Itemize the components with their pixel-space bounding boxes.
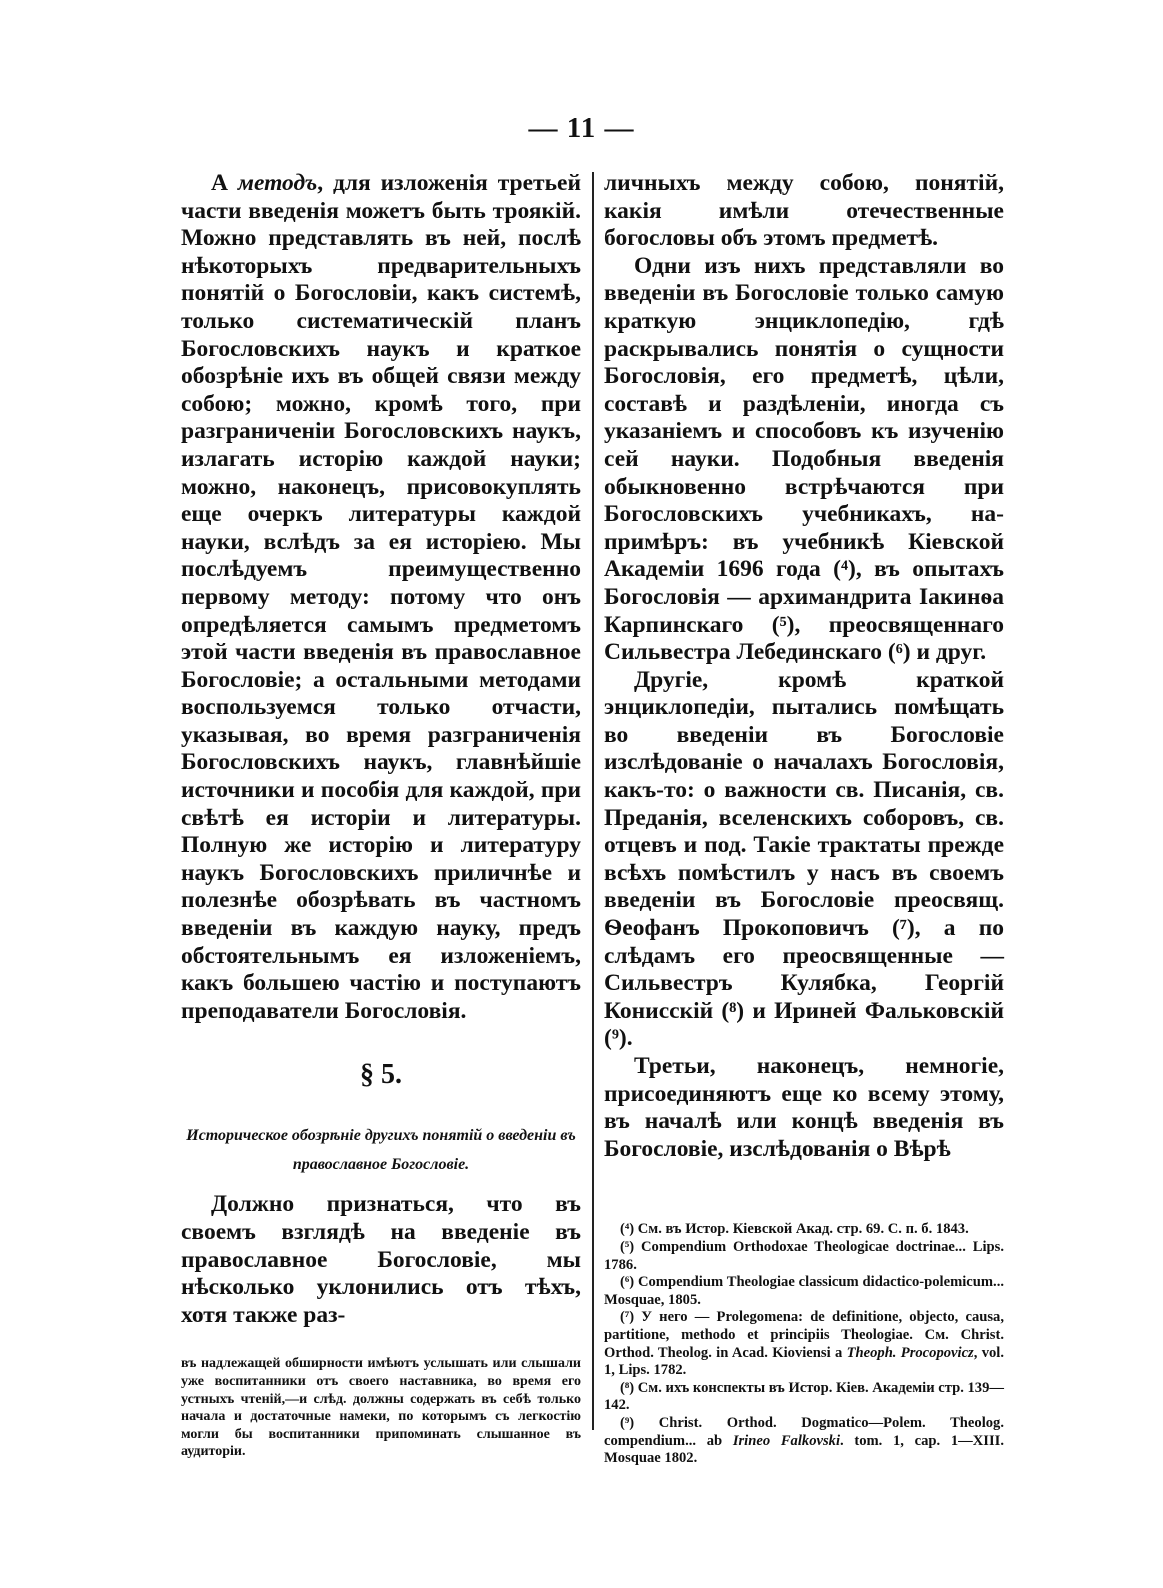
section-caption: Историческое обозрѣніе другихъ понятій о введеніи въ православное Богословіе. [186, 1127, 576, 1174]
footnote-8: (⁸) См. ихъ конспекты въ Истор. Кіев. Академіи стр. 139—142. [604, 1379, 1004, 1414]
footnote-7-text: (⁷) У него — Prolegomena: de definitione, objecto, causa, partitione, methodo et principiis Theologiae. См. Christ. Orthod. Theolog. in Acad. Kioviensi a [604, 1309, 1004, 1361]
left-column [181, 170, 581, 1461]
footnote-7-italic: Theoph. Procopovicz [846, 1344, 974, 1361]
footnote-continued: въ надлежащей обширности имѣютъ услышать или слышали уже воспитанники отъ своего наставника, во время его устныхъ чтеній,—и слѣд. должны содержать въ себѣ только начала и достаточные намеки, по которымъ съ легкостію могли бы воспитанники припоминать слышанное въ аудиторіи. [181, 1356, 581, 1460]
paragraph-lead: А [211, 170, 238, 196]
footnote-7-tail: , vol. 1, Lips. 1782. [604, 1344, 1005, 1379]
paragraph-continuation: личныхъ между собою, понятій, какія имѣли отечественные богословы объ этомъ предметѣ. [604, 170, 1004, 252]
footnote-9 [604, 1415, 1004, 1468]
paragraph-first-group: Одни изъ нихъ представляли во введеніи въ Богословіе только самую краткую энциклопедію, гдѣ раскрывались понятія о сущности Богословія, его предметѣ, цѣли, составѣ и раздѣленіи, иногда съ указаніемъ и способовъ къ изученію сей науки. Подобныя введенія обыкновенно встрѣчаются при Богословскихъ учебникахъ, на-примѣръ: въ учебникѣ Кіевской Академіи 1696 года (⁴), въ опытахъ Богословія — архимандрита Іакинѳа Карпинскаго (⁵), преосвященнаго Сильвестра Лебединскаго (⁶) и друг. [604, 252, 1004, 666]
paragraph-body: , для изложенія третьей части введенія можетъ быть троякій. Можно представлять въ ней, послѣ нѣкоторыхъ предварительныхъ понятій о Богословіи, какъ системѣ, только систематическій планъ Богословскихъ наукъ и краткое обозрѣніе ихъ въ общей связи между собою; можно, кромѣ того, при разграниченіи Богословскихъ наукъ, излагать исторію каждой науки; можно, наконецъ, присовокуплять еще очеркъ литературы каждой науки, вслѣдъ за ея исторіею. Мы послѣдуемъ преимущественно первому методу: потому что онъ опредѣляется самымъ предметомъ этой части введенія въ православное Богословіе; а остальными методами воспользуемся только отчасти, указывая, во время разграниченія Богословскихъ наукъ, главнѣйшіе источники и пособія для каждой, при свѣтѣ ея исторіи и литературы. Полную же исторію и литературу наукъ Богословскихъ приличнѣе и полезнѣе обозрѣвать въ частномъ введеніи въ каждую науку, предъ обстоятельнымъ ея изложеніемъ, какъ большею частію и поступаютъ преподаватели Богословія. [181, 170, 581, 1024]
right-column [604, 170, 1004, 1468]
footnote-9-text: (⁹) Christ. Orthod. Dogmatico—Polem. Theolog. compendium... ab [604, 1414, 1004, 1449]
footnote-6: (⁶) Compendium Theologiae classicum didactico-polemicum... Mosquae, 1805. [604, 1274, 1004, 1308]
paragraph-third-group: Третьи, наконецъ, немногіе, присоединяютъ еще ко всему этому, въ началѣ или концѣ введенія въ Богословіе, изслѣдованія о Вѣрѣ [604, 1053, 1004, 1162]
paragraph-method [181, 170, 581, 1025]
footnote-9-tail: . tom. 1, cap. 1—XIII. Mosquae 1802. [604, 1432, 1004, 1467]
footnote-5: (⁵) Compendium Orthodoxae Theologicae doctrinae... Lips. 1786. [604, 1238, 1004, 1273]
footnotes [604, 1221, 1004, 1467]
paragraph-second-group: Другіе, кромѣ краткой энциклопедіи, пыталиcь помѣщать во введеніи въ Богословіе изслѣдованіе о началахъ Богословія, какъ-то: о важности св. Писанія, св. Преданія, вселенскихъ соборовъ, св. отцевъ и под. Такіе трактаты прежде всѣхъ помѣстилъ у насъ въ своемъ введеніи въ Богословіе преосвящ. Ѳеофанъ Прокоповичъ (⁷), а по слѣдамъ его преосвященные — Сильвестръ Кулябка, Георгій Конисскій (⁸) и Ириней Фальковскій (⁹). [604, 666, 1004, 1052]
paragraph-admission: Должно признаться, что въ своемъ взглядѣ на введеніе въ православное Богословіе, мы нѣсколько уклонились отъ тѣхъ, хотя также раз- [181, 1191, 581, 1328]
footnote-7 [604, 1309, 1004, 1379]
footnote-9-italic: Irineo Falkovski [732, 1432, 841, 1449]
italic-term: методъ [237, 170, 318, 196]
page-number: — 11 — [528, 112, 635, 144]
footnote-4: (⁴) См. въ Истор. Кіевской Акад. стр. 69. С. п. б. 1843. [620, 1221, 969, 1238]
section-heading: § 5. [360, 1059, 402, 1091]
column-divider [592, 172, 594, 1430]
